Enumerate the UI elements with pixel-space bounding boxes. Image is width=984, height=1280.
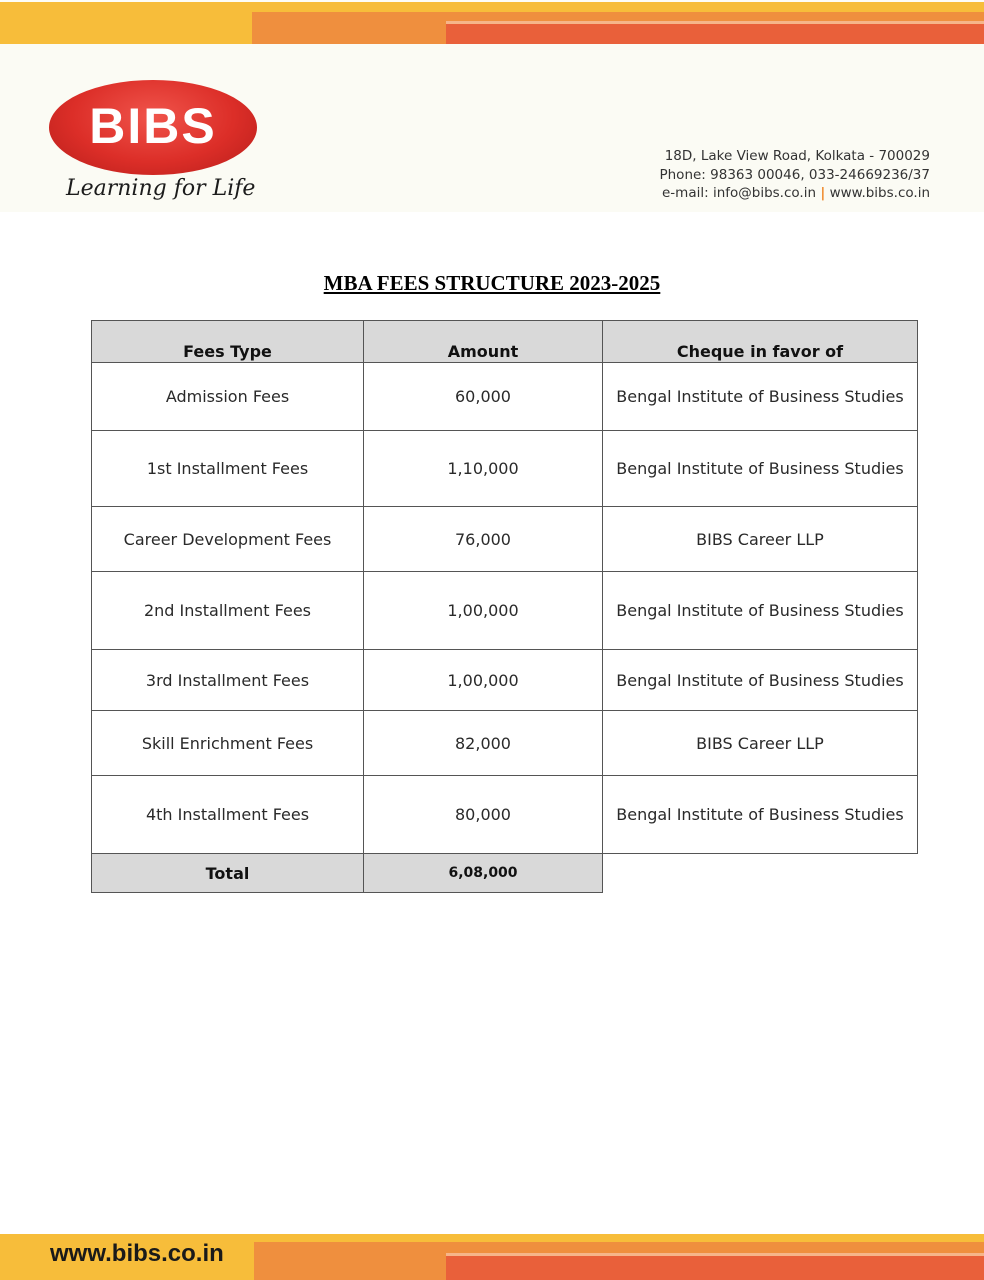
- amount-cell: 1,00,000: [364, 572, 603, 650]
- payee-cell: Bengal Institute of Business Studies: [603, 776, 918, 854]
- table-row: [92, 711, 918, 776]
- amount-cell: 80,000: [364, 776, 603, 854]
- logo-text: BIBS: [89, 97, 217, 154]
- payee-cell: Bengal Institute of Business Studies: [603, 650, 918, 711]
- address-line: 18D, Lake View Road, Kolkata - 700029: [664, 148, 930, 164]
- payee-cell: BIBS Career LLP: [603, 507, 918, 572]
- table-row: [92, 776, 918, 854]
- header-cheque-payee: Cheque in favor of: [603, 321, 918, 363]
- email-text: e-mail: info@bibs.co.in: [662, 185, 817, 201]
- total-blank-cell: [603, 854, 918, 893]
- email-web-line: [610, 184, 930, 203]
- top-band-red: [446, 24, 984, 44]
- amount-cell: 82,000: [364, 711, 603, 776]
- table-row: [92, 572, 918, 650]
- fees-type-cell: 1st Installment Fees: [92, 431, 364, 507]
- top-color-band: [0, 0, 984, 44]
- fees-type-cell: Admission Fees: [92, 363, 364, 431]
- amount-cell: 60,000: [364, 363, 603, 431]
- phone-line: Phone: 98363 00046, 033-24669236/37: [659, 166, 930, 183]
- fees-type-cell: Skill Enrichment Fees: [92, 711, 364, 776]
- separator: |: [820, 185, 826, 201]
- header-fees-type: Fees Type: [92, 321, 364, 363]
- table-row: [92, 507, 918, 572]
- amount-cell: 1,10,000: [364, 431, 603, 507]
- payee-cell: Bengal Institute of Business Studies: [603, 363, 918, 431]
- table-row: [92, 431, 918, 507]
- bottom-band-red: [446, 1256, 984, 1280]
- total-amount: 6,08,000: [364, 854, 603, 893]
- document-title: MBA FEES STRUCTURE 2023-2025: [323, 271, 661, 295]
- fees-table: [91, 320, 918, 893]
- header-amount: Amount: [364, 321, 603, 363]
- amount-cell: 76,000: [364, 507, 603, 572]
- tagline: Learning for Life: [66, 176, 256, 201]
- bibs-logo: [49, 80, 257, 175]
- table-row: [92, 363, 918, 431]
- table-header-row: [92, 321, 918, 363]
- payee-cell: Bengal Institute of Business Studies: [603, 572, 918, 650]
- table-row: [92, 650, 918, 711]
- contact-block: [610, 147, 930, 203]
- payee-cell: Bengal Institute of Business Studies: [603, 431, 918, 507]
- fees-type-cell: 4th Installment Fees: [92, 776, 364, 854]
- fees-type-cell: 2nd Installment Fees: [92, 572, 364, 650]
- total-row: [92, 854, 918, 893]
- fees-type-cell: Career Development Fees: [92, 507, 364, 572]
- amount-cell: 1,00,000: [364, 650, 603, 711]
- total-label: Total: [92, 854, 364, 893]
- payee-cell: BIBS Career LLP: [603, 711, 918, 776]
- footer-website: www.bibs.co.in: [50, 1240, 224, 1267]
- website-text: www.bibs.co.in: [829, 185, 930, 201]
- fees-type-cell: 3rd Installment Fees: [92, 650, 364, 711]
